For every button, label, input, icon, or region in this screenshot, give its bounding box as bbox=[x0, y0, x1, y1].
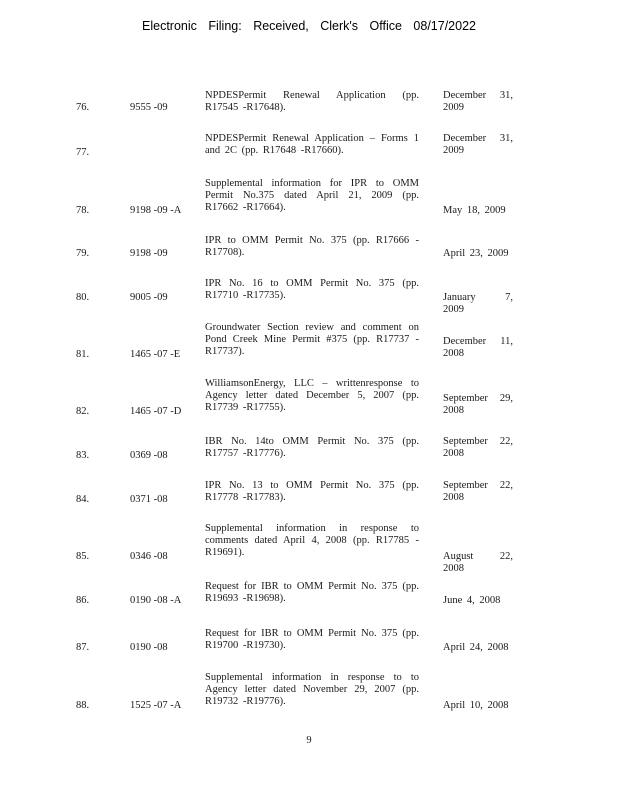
document-number: 9005 -09 bbox=[130, 292, 168, 303]
document-number: 0371 -08 bbox=[130, 494, 168, 505]
document-date: August 22, 2008 bbox=[443, 551, 513, 574]
row-number: 84. bbox=[76, 494, 90, 505]
document-number: 9198 -09 -A bbox=[130, 205, 182, 216]
document-date: December 31, 2009 bbox=[443, 133, 513, 156]
document-date: April 24, 2008 bbox=[443, 642, 509, 653]
document-description: IPR No. 16 to OMM Permit No. 375 (pp. R17710 -R17735). bbox=[205, 278, 419, 301]
document-number: 0190 -08 bbox=[130, 642, 168, 653]
document-date: December 31, 2009 bbox=[443, 90, 513, 113]
document-description: Groundwater Section review and comment on Pond Creek Mine Permit #375 (pp. R17737 -R17737). bbox=[205, 322, 419, 357]
row-number: 82. bbox=[76, 406, 90, 417]
row-number: 88. bbox=[76, 700, 90, 711]
document-date: September 22, 2008 bbox=[443, 436, 513, 459]
document-date: January 7, 2009 bbox=[443, 292, 513, 315]
page-number: 9 bbox=[306, 735, 312, 746]
document-number: 9555 -09 bbox=[130, 102, 168, 113]
document-number: 0346 -08 bbox=[130, 551, 168, 562]
document-date: September 22, 2008 bbox=[443, 480, 513, 503]
document-description: Request for IBR to OMM Permit No. 375 (pp. R19693 -R19698). bbox=[205, 581, 419, 604]
document-description: Supplemental information for IPR to OMM Permit No.375 dated April 21, 2009 (pp. R17662 -R17664). bbox=[205, 178, 419, 213]
row-number: 87. bbox=[76, 642, 90, 653]
document-description: IPR No. 13 to OMM Permit No. 375 (pp. R17778 -R17783). bbox=[205, 480, 419, 503]
filing-stamp-header: Electronic Filing: Received, Clerk's Office 08/17/2022 bbox=[142, 19, 476, 33]
row-number: 83. bbox=[76, 450, 90, 461]
document-description: Supplemental information in response to comments dated April 4, 2008 (pp. R17785 - R19691). bbox=[205, 523, 419, 558]
document-number: 1465 -07 -E bbox=[130, 349, 181, 360]
document-date: June 4, 2008 bbox=[443, 595, 501, 606]
row-number: 85. bbox=[76, 551, 90, 562]
document-description: WilliamsonEnergy, LLC – writtenresponse to Agency letter dated December 5, 2007 (pp. R17739 -R17755). bbox=[205, 378, 419, 413]
document-description: Supplemental information in response to to Agency letter dated November 29, 2007 (pp. R19732 -R19776). bbox=[205, 672, 419, 707]
row-number: 78. bbox=[76, 205, 90, 216]
row-number: 76. bbox=[76, 102, 90, 113]
document-number: 0369 -08 bbox=[130, 450, 168, 461]
document-date: April 23, 2009 bbox=[443, 248, 509, 259]
document-number: 9198 -09 bbox=[130, 248, 168, 259]
document-description: NPDESPermit Renewal Application (pp. R17545 -R17648). bbox=[205, 90, 419, 113]
document-description: IBR No. 14to OMM Permit No. 375 (pp. R17757 -R17776). bbox=[205, 436, 419, 459]
row-number: 79. bbox=[76, 248, 90, 259]
row-number: 86. bbox=[76, 595, 90, 606]
row-number: 77. bbox=[76, 147, 90, 158]
document-number: 1465 -07 -D bbox=[130, 406, 182, 417]
document-description: IPR to OMM Permit No. 375 (pp. R17666 - R17708). bbox=[205, 235, 419, 258]
document-date: December 11, 2008 bbox=[443, 336, 513, 359]
document-date: May 18, 2009 bbox=[443, 205, 506, 216]
document-description: NPDESPermit Renewal Application – Forms 1 and 2C (pp. R17648 -R17660). bbox=[205, 133, 419, 156]
document-number: 0190 -08 -A bbox=[130, 595, 182, 606]
document-date: April 10, 2008 bbox=[443, 700, 509, 711]
row-number: 81. bbox=[76, 349, 90, 360]
document-number: 1525 -07 -A bbox=[130, 700, 182, 711]
document-date: September 29, 2008 bbox=[443, 393, 513, 416]
document-description: Request for IBR to OMM Permit No. 375 (pp. R19700 -R19730). bbox=[205, 628, 419, 651]
row-number: 80. bbox=[76, 292, 90, 303]
